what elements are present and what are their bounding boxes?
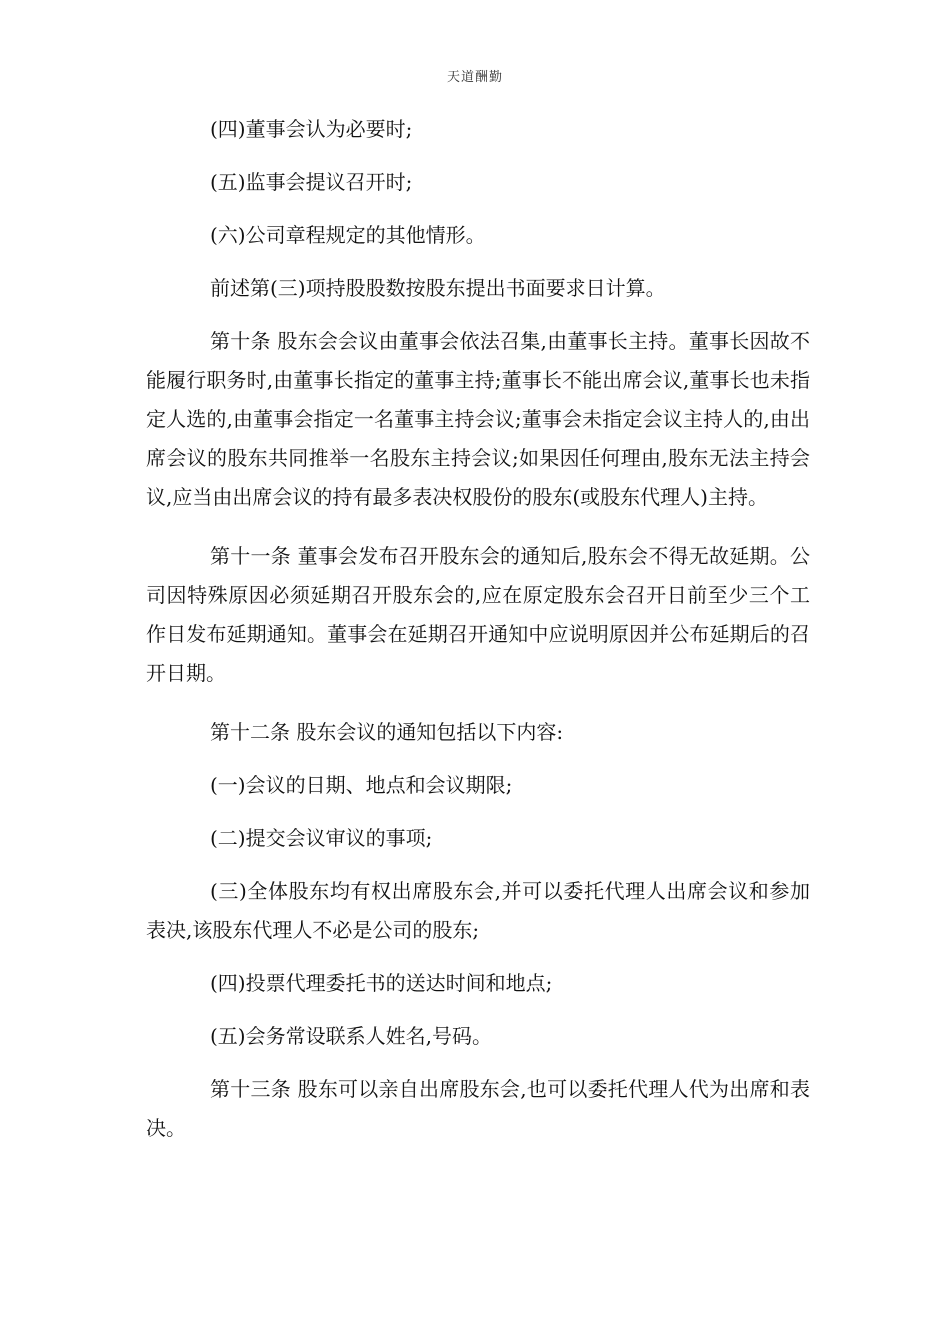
note-paragraph: 前述第(三)项持股股数按股东提出书面要求日计算。	[210, 276, 666, 300]
document-body	[146, 110, 810, 1168]
list-item: (五)会务常设联系人姓名,号码。	[210, 1024, 492, 1048]
list-item: (四)投票代理委托书的送达时间和地点;	[210, 971, 553, 995]
list-item: (一)会议的日期、地点和会议期限;	[210, 773, 513, 797]
article-12: 第十二条 股东会议的通知包括以下内容:	[210, 720, 564, 744]
list-item: (五)监事会提议召开时;	[210, 170, 413, 194]
list-item: (六)公司章程规定的其他情形。	[210, 223, 486, 247]
list-item: (四)董事会认为必要时;	[210, 117, 413, 141]
article-11: 第十一条 董事会发布召开股东会的通知后,股东会不得无故延期。公司因特殊原因必须延期召开股东会的,应在原定股东会召开日前至少三个工作日发布延期通知。董事会在延期召开通知中应说明原因并公布延期后的召开日期。	[146, 544, 810, 685]
page-header: 天道酬勤	[446, 70, 503, 85]
article-10: 第十条 股东会会议由董事会依法召集,由董事长主持。董事长因故不能履行职务时,由董事长指定的董事主持;董事长不能出席会议,董事长也未指定人选的,由董事会指定一名董事主持会议;董事会未指定会议主持人的,由出席会议的股东共同推举一名股东主持会议;如果因任何理由,股东无法主持会议,应当由出席会议的持有最多表决权股份的股东(或股东代理人)主持。	[146, 329, 810, 509]
list-item: (三)全体股东均有权出席股东会,并可以委托代理人出席会议和参加表决,该股东代理人不必是公司的股东;	[146, 879, 810, 942]
list-item: (二)提交会议审议的事项;	[210, 826, 433, 850]
article-13: 第十三条 股东可以亲自出席股东会,也可以委托代理人代为出席和表决。	[146, 1077, 810, 1140]
